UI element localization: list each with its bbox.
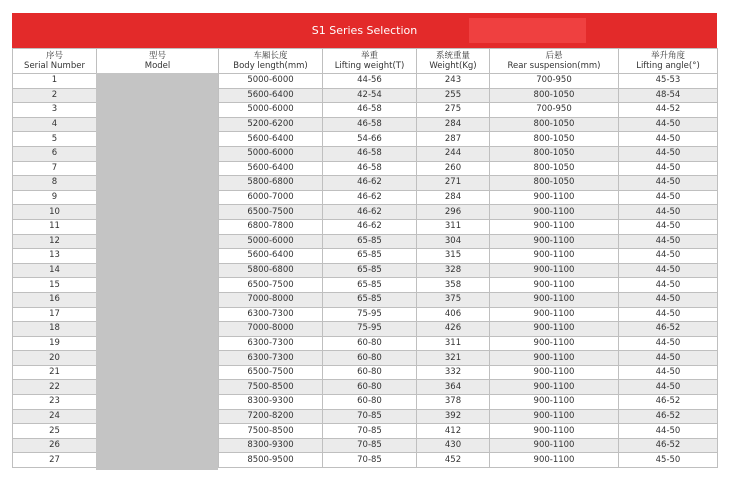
column-header-cn: 序号 [45, 51, 63, 61]
cell-weight: 375 [417, 292, 490, 307]
cell-body-length: 5600-6400 [219, 132, 323, 147]
cell-lifting-angle: 44-50 [619, 176, 718, 191]
column-header-en: Lifting weight(T) [334, 61, 405, 71]
cell-rear-suspension: 700-950 [490, 103, 619, 118]
cell-rear-suspension: 900-1100 [490, 336, 619, 351]
cell-lifting-angle: 44-50 [619, 263, 718, 278]
cell-lifting-angle: 44-50 [619, 292, 718, 307]
cell-lifting-angle: 44-50 [619, 146, 718, 161]
cell-rear-suspension: 800-1050 [490, 88, 619, 103]
cell-serial-number: 15 [13, 278, 97, 293]
column-header-cn: 后悬 [545, 51, 563, 61]
cell-rear-suspension: 900-1100 [490, 322, 619, 337]
cell-serial-number: 10 [13, 205, 97, 220]
cell-rear-suspension: 900-1100 [490, 380, 619, 395]
cell-lifting-weight: 70-85 [323, 409, 417, 424]
cell-lifting-angle: 46-52 [619, 322, 718, 337]
cell-weight: 260 [417, 161, 490, 176]
cell-lifting-angle: 44-50 [619, 278, 718, 293]
cell-lifting-angle: 44-50 [619, 161, 718, 176]
column-header-model [97, 49, 219, 74]
cell-rear-suspension: 900-1100 [490, 190, 619, 205]
cell-weight: 426 [417, 322, 490, 337]
cell-serial-number: 9 [13, 190, 97, 205]
cell-lifting-weight: 60-80 [323, 336, 417, 351]
cell-rear-suspension: 800-1050 [490, 146, 619, 161]
cell-body-length: 7000-8000 [219, 292, 323, 307]
cell-weight: 284 [417, 117, 490, 132]
cell-lifting-angle: 44-50 [619, 380, 718, 395]
column-header-body-length [219, 49, 323, 74]
cell-body-length: 5200-6200 [219, 117, 323, 132]
cell-lifting-weight: 65-85 [323, 234, 417, 249]
cell-rear-suspension: 900-1100 [490, 263, 619, 278]
cell-lifting-angle: 45-53 [619, 74, 718, 89]
cell-rear-suspension: 900-1100 [490, 395, 619, 410]
cell-rear-suspension: 800-1050 [490, 176, 619, 191]
cell-weight: 452 [417, 453, 490, 468]
cell-serial-number: 16 [13, 292, 97, 307]
cell-lifting-weight: 70-85 [323, 424, 417, 439]
cell-body-length: 5000-6000 [219, 234, 323, 249]
column-header-lifting-angle [619, 49, 718, 74]
cell-lifting-angle: 44-50 [619, 219, 718, 234]
cell-weight: 315 [417, 249, 490, 264]
cell-lifting-weight: 65-85 [323, 263, 417, 278]
cell-serial-number: 27 [13, 453, 97, 468]
cell-body-length: 8300-9300 [219, 395, 323, 410]
cell-lifting-weight: 46-62 [323, 176, 417, 191]
cell-weight: 271 [417, 176, 490, 191]
title-banner [12, 13, 717, 48]
cell-lifting-angle: 44-52 [619, 103, 718, 118]
header-row [13, 49, 718, 74]
cell-lifting-weight: 42-54 [323, 88, 417, 103]
cell-lifting-angle: 44-50 [619, 307, 718, 322]
cell-body-length: 6300-7300 [219, 336, 323, 351]
column-header-serial-number [13, 49, 97, 74]
cell-body-length: 6500-7500 [219, 365, 323, 380]
cell-lifting-weight: 65-85 [323, 278, 417, 293]
cell-lifting-angle: 45-50 [619, 453, 718, 468]
column-header-en: Serial Number [24, 61, 85, 71]
cell-rear-suspension: 900-1100 [490, 351, 619, 366]
cell-body-length: 8500-9500 [219, 453, 323, 468]
cell-weight: 275 [417, 103, 490, 118]
cell-weight: 358 [417, 278, 490, 293]
cell-rear-suspension: 900-1100 [490, 365, 619, 380]
cell-weight: 311 [417, 219, 490, 234]
cell-body-length: 5600-6400 [219, 161, 323, 176]
column-header-lifting-weight [323, 49, 417, 74]
cell-weight: 311 [417, 336, 490, 351]
cell-serial-number: 6 [13, 146, 97, 161]
cell-serial-number: 1 [13, 74, 97, 89]
cell-weight: 412 [417, 424, 490, 439]
cell-serial-number: 24 [13, 409, 97, 424]
column-header-weight [417, 49, 490, 74]
cell-serial-number: 23 [13, 395, 97, 410]
cell-body-length: 5600-6400 [219, 249, 323, 264]
cell-lifting-weight: 65-85 [323, 249, 417, 264]
cell-lifting-angle: 44-50 [619, 190, 718, 205]
cell-lifting-angle: 44-50 [619, 205, 718, 220]
cell-serial-number: 19 [13, 336, 97, 351]
column-header-en: Rear suspension(mm) [507, 61, 601, 71]
cell-lifting-weight: 60-80 [323, 395, 417, 410]
column-header-en: Lifting angle(°) [636, 61, 700, 71]
cell-body-length: 6800-7800 [219, 219, 323, 234]
cell-body-length: 8300-9300 [219, 438, 323, 453]
cell-rear-suspension: 800-1050 [490, 132, 619, 147]
cell-serial-number: 21 [13, 365, 97, 380]
cell-body-length: 5000-6000 [219, 74, 323, 89]
cell-body-length: 6500-7500 [219, 278, 323, 293]
cell-weight: 364 [417, 380, 490, 395]
cell-lifting-angle: 48-54 [619, 88, 718, 103]
cell-lifting-angle: 44-50 [619, 365, 718, 380]
banner-title: S1 Series Selection [311, 24, 418, 37]
cell-weight: 392 [417, 409, 490, 424]
cell-lifting-weight: 46-62 [323, 219, 417, 234]
cell-rear-suspension: 800-1050 [490, 117, 619, 132]
cell-rear-suspension: 900-1100 [490, 409, 619, 424]
cell-serial-number: 14 [13, 263, 97, 278]
cell-body-length: 6000-7000 [219, 190, 323, 205]
cell-serial-number: 20 [13, 351, 97, 366]
cell-lifting-weight: 46-62 [323, 190, 417, 205]
cell-weight: 304 [417, 234, 490, 249]
cell-serial-number: 12 [13, 234, 97, 249]
cell-weight: 332 [417, 365, 490, 380]
cell-lifting-angle: 44-50 [619, 132, 718, 147]
cell-weight: 244 [417, 146, 490, 161]
cell-lifting-weight: 75-95 [323, 322, 417, 337]
cell-lifting-angle: 44-50 [619, 249, 718, 264]
cell-lifting-angle: 44-50 [619, 117, 718, 132]
cell-lifting-weight: 60-80 [323, 380, 417, 395]
cell-body-length: 7500-8500 [219, 380, 323, 395]
model-column-redaction [96, 73, 218, 470]
cell-rear-suspension: 900-1100 [490, 292, 619, 307]
cell-rear-suspension: 900-1100 [490, 307, 619, 322]
cell-lifting-angle: 44-50 [619, 336, 718, 351]
cell-serial-number: 11 [13, 219, 97, 234]
cell-body-length: 7200-8200 [219, 409, 323, 424]
cell-body-length: 5600-6400 [219, 88, 323, 103]
cell-lifting-weight: 54-66 [323, 132, 417, 147]
cell-body-length: 6300-7300 [219, 351, 323, 366]
column-header-en: Weight(Kg) [429, 61, 477, 71]
cell-lifting-weight: 60-80 [323, 351, 417, 366]
column-header-cn: 车厢长度 [253, 51, 288, 61]
cell-weight: 430 [417, 438, 490, 453]
cell-body-length: 5800-6800 [219, 263, 323, 278]
column-header-cn: 举重 [360, 51, 378, 61]
cell-serial-number: 17 [13, 307, 97, 322]
cell-serial-number: 25 [13, 424, 97, 439]
cell-rear-suspension: 900-1100 [490, 278, 619, 293]
cell-lifting-weight: 46-58 [323, 103, 417, 118]
cell-body-length: 7500-8500 [219, 424, 323, 439]
cell-lifting-angle: 44-50 [619, 351, 718, 366]
cell-weight: 406 [417, 307, 490, 322]
cell-lifting-angle: 46-52 [619, 438, 718, 453]
cell-weight: 243 [417, 74, 490, 89]
cell-rear-suspension: 900-1100 [490, 234, 619, 249]
cell-lifting-weight: 46-58 [323, 161, 417, 176]
cell-serial-number: 26 [13, 438, 97, 453]
cell-weight: 378 [417, 395, 490, 410]
cell-rear-suspension: 900-1100 [490, 205, 619, 220]
cell-lifting-angle: 46-52 [619, 409, 718, 424]
cell-serial-number: 2 [13, 88, 97, 103]
cell-lifting-weight: 75-95 [323, 307, 417, 322]
cell-body-length: 6300-7300 [219, 307, 323, 322]
cell-weight: 328 [417, 263, 490, 278]
cell-lifting-angle: 46-52 [619, 395, 718, 410]
cell-body-length: 6500-7500 [219, 205, 323, 220]
cell-lifting-weight: 46-62 [323, 205, 417, 220]
cell-weight: 296 [417, 205, 490, 220]
cell-serial-number: 3 [13, 103, 97, 118]
cell-lifting-weight: 46-58 [323, 146, 417, 161]
cell-weight: 284 [417, 190, 490, 205]
cell-rear-suspension: 900-1100 [490, 424, 619, 439]
cell-lifting-weight: 65-85 [323, 292, 417, 307]
cell-rear-suspension: 800-1050 [490, 161, 619, 176]
column-header-rear-suspension [490, 49, 619, 74]
cell-lifting-weight: 70-85 [323, 438, 417, 453]
cell-lifting-weight: 70-85 [323, 453, 417, 468]
column-header-cn: 系统重量 [435, 51, 470, 61]
cell-serial-number: 8 [13, 176, 97, 191]
cell-weight: 255 [417, 88, 490, 103]
cell-lifting-weight: 60-80 [323, 365, 417, 380]
cell-serial-number: 4 [13, 117, 97, 132]
cell-lifting-weight: 46-58 [323, 117, 417, 132]
cell-rear-suspension: 700-950 [490, 74, 619, 89]
cell-rear-suspension: 900-1100 [490, 438, 619, 453]
cell-rear-suspension: 900-1100 [490, 453, 619, 468]
cell-serial-number: 18 [13, 322, 97, 337]
cell-weight: 287 [417, 132, 490, 147]
cell-serial-number: 22 [13, 380, 97, 395]
cell-lifting-angle: 44-50 [619, 424, 718, 439]
cell-serial-number: 5 [13, 132, 97, 147]
cell-rear-suspension: 900-1100 [490, 219, 619, 234]
column-header-cn: 举升角度 [650, 51, 685, 61]
cell-serial-number: 7 [13, 161, 97, 176]
cell-lifting-weight: 44-56 [323, 74, 417, 89]
redaction-block [469, 18, 586, 43]
cell-body-length: 5800-6800 [219, 176, 323, 191]
cell-body-length: 5000-6000 [219, 103, 323, 118]
cell-lifting-angle: 44-50 [619, 234, 718, 249]
column-header-en: Model [144, 61, 171, 71]
column-header-cn: 型号 [148, 51, 166, 61]
cell-serial-number: 13 [13, 249, 97, 264]
cell-body-length: 5000-6000 [219, 146, 323, 161]
cell-body-length: 7000-8000 [219, 322, 323, 337]
cell-weight: 321 [417, 351, 490, 366]
column-header-en: Body length(mm) [233, 61, 308, 71]
cell-rear-suspension: 900-1100 [490, 249, 619, 264]
